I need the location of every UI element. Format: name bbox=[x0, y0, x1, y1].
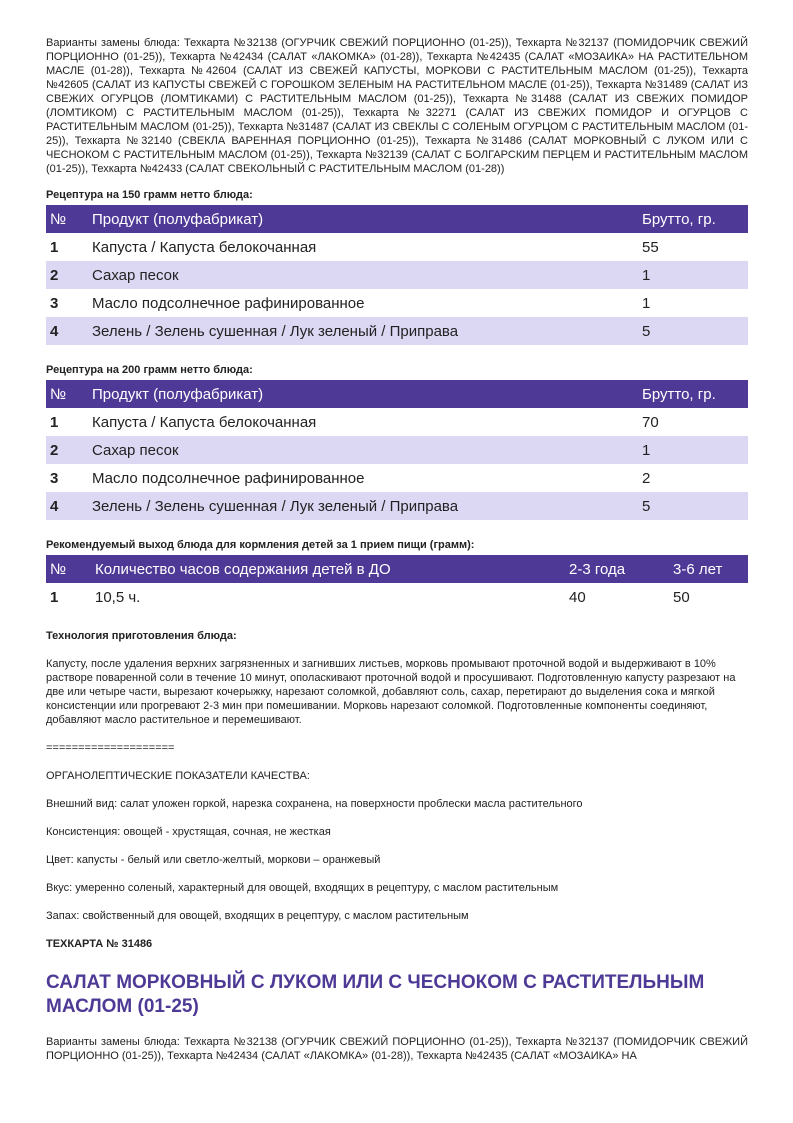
hours-value: 10,5 ч. bbox=[95, 588, 141, 606]
table-header-row bbox=[46, 380, 748, 408]
column-header-number: № bbox=[46, 380, 88, 408]
quality-color: Цвет: капусты - белый или светло-желтый, моркови – оранжевый bbox=[46, 854, 381, 866]
row-number: 3 bbox=[50, 294, 59, 312]
gross-weight: 5 bbox=[638, 317, 748, 345]
quality-title: ОРГАНОЛЕПТИЧЕСКИЕ ПОКАЗАТЕЛИ КАЧЕСТВА: bbox=[46, 770, 310, 782]
gross-weight: 70 bbox=[642, 413, 659, 431]
product-name: Масло подсолнечное рафинированное bbox=[92, 294, 365, 312]
row-number: 1 bbox=[50, 238, 59, 256]
tech-card-page bbox=[46, 36, 748, 1075]
quality-appearance: Внешний вид: салат уложен горкой, нарезка сохранена, на поверхности проблески масла растительного bbox=[46, 798, 583, 810]
column-header-hours: Количество часов содержания детей в ДО bbox=[91, 555, 565, 583]
technology-title: Технология приготовления блюда: bbox=[46, 630, 237, 642]
recipe-200-caption: Рецептура на 200 грамм нетто блюда: bbox=[46, 364, 253, 376]
column-header-age-2-3: 2-3 года bbox=[565, 555, 669, 583]
row-number: 4 bbox=[46, 317, 88, 345]
table-row bbox=[46, 289, 748, 317]
replacement-variants-next: Варианты замены блюда: Техкарта №32138 (ОГУРЧИК СВЕЖИЙ ПОРЦИОННО (01-25)), Техкарта №32137 (ПОМИДОРЧИК СВЕЖИЙ ПОРЦИОННО (01-25)), Техкарта №42434 (САЛАТ «ЛАКОМКА» (01-28)), Техкарта №42435 (САЛАТ «МОЗАИКА» НА bbox=[46, 1036, 748, 1062]
table-row bbox=[46, 464, 748, 492]
replacement-variants: Варианты замены блюда: Техкарта №32138 (ОГУРЧИК СВЕЖИЙ ПОРЦИОННО (01-25)), Техкарта №32137 (ПОМИДОРЧИК СВЕЖИЙ ПОРЦИОННО (01-25)), Техкарта №42434 (САЛАТ «ЛАКОМКА» (01-28)), Техкарта №42435 (САЛАТ «МОЗАИКА» НА РАСТИТЕЛЬНОМ МАСЛЕ (01-28)), Техкарта №42604 (САЛАТ ИЗ СВЕЖЕЙ КАПУСТЫ, МОРКОВИ С РАСТИТЕЛЬНЫМ МАСЛОМ (01-25)), Техкарта №42605 (САЛАТ ИЗ КАПУСТЫ СВЕЖЕЙ С ГОРОШКОМ ЗЕЛЕНЫМ НА РАСТИТЕЛЬНОМ МАСЛЕ (01-25)), Техкарта №31489 (САЛАТ ИЗ СВЕЖИХ ОГУРЦОВ (ЛОМТИКАМИ) С РАСТИТЕЛЬНЫМ МАСЛОМ (01-25)), Техкарта №31488 (САЛАТ ИЗ СВЕЖИХ ПОМИДОР (ЛОМТИКОМ) С РАСТИТЕЛЬНЫМ МАСЛОМ (01-25)), Техкарта №32271 (САЛАТ ИЗ СВЕЖИХ ПОМИДОР И ОГУРЦОВ С РАСТИТЕЛЬНЫМ МАСЛОМ (01-25)), Техкарта №31487 (САЛАТ ИЗ СВЕКЛЫ С СОЛЕНЫМ ОГУРЦОМ С РАСТИТЕЛЬНЫМ МАСЛОМ (01-25)), Техкарта №32140 (СВЕКЛА ВАРЕННАЯ ПОРЦИОННО (01-25)), Техкарта №31486 (САЛАТ МОРКОВНЫЙ С ЛУКОМ ИЛИ С ЧЕСНОКОМ С РАСТИТЕЛЬНЫМ МАСЛОМ (01-25)), Техкарта №32139 (САЛАТ С БОЛГАРСКИМ ПЕРЦЕМ И РАСТИТЕЛЬНЫМ МАСЛОМ (01-25)), Техкарта №42433 (САЛАТ СВЕКОЛЬНЫЙ С РАСТИТЕЛЬНЫМ МАСЛОМ (01-28)) bbox=[46, 37, 748, 175]
quality-taste: Вкус: умеренно соленый, характерный для овощей, входящих в рецептуру, с маслом растительным bbox=[46, 882, 559, 894]
row-number: 2 bbox=[46, 261, 88, 289]
row-number: 4 bbox=[46, 492, 88, 520]
separator: ==================== bbox=[46, 742, 175, 754]
quality-consistency: Консистенция: овощей - хрустящая, сочная, не жесткая bbox=[46, 826, 331, 838]
product-name: Капуста / Капуста белокочанная bbox=[92, 413, 317, 431]
column-header-gross: Брутто, гр. bbox=[638, 205, 748, 233]
table-header-row bbox=[46, 205, 748, 233]
technology-text: Капусту, после удаления верхних загрязненных и загнивших листьев, морковь промывают проточной водой и выдерживают в 10% растворе поваренной соли в течение 10 минут, ополаскивают проточной водой и просушивают. Подготовленную капусту разрезают на две или четыре части, вырезают кочерыжку, нарезают соломкой, добавляют соль, сахар, перетирают до выделения сока и мягкой консистенции или прогревают 2-3 мин при помешивании. Морковь нарезают соломкой. Подготовленные компоненты соединяют, добавляют масло растительное и перемешивают. bbox=[46, 658, 736, 726]
column-header-number: № bbox=[46, 555, 91, 583]
column-header-age-3-6: 3-6 лет bbox=[669, 555, 748, 583]
product-name: Зелень / Зелень сушенная / Лук зеленый / Приправа bbox=[88, 492, 638, 520]
gross-weight: 1 bbox=[638, 261, 748, 289]
table-row bbox=[46, 492, 748, 520]
product-name: Зелень / Зелень сушенная / Лук зеленый / Приправа bbox=[88, 317, 638, 345]
row-number: 3 bbox=[50, 469, 59, 487]
output-table bbox=[46, 555, 748, 611]
product-name: Сахар песок bbox=[88, 261, 638, 289]
table-row bbox=[46, 233, 748, 261]
gross-weight: 1 bbox=[638, 436, 748, 464]
row-number: 2 bbox=[46, 436, 88, 464]
dish-title: САЛАТ МОРКОВНЫЙ С ЛУКОМ ИЛИ С ЧЕСНОКОМ С РАСТИТЕЛЬНЫМ МАСЛОМ (01-25) bbox=[46, 972, 705, 1017]
output-caption: Рекомендуемый выход блюда для кормления детей за 1 прием пищи (грамм): bbox=[46, 539, 475, 551]
column-header-product: Продукт (полуфабрикат) bbox=[88, 380, 638, 408]
quality-smell: Запах: свойственный для овощей, входящих в рецептуру, с маслом растительным bbox=[46, 910, 469, 922]
table-row bbox=[46, 436, 748, 464]
gross-weight: 55 bbox=[642, 238, 659, 256]
row-number: 1 bbox=[50, 413, 59, 431]
output-3-6: 50 bbox=[673, 588, 690, 606]
recipe-200-table bbox=[46, 380, 748, 520]
gross-weight: 2 bbox=[642, 469, 651, 487]
product-name: Капуста / Капуста белокочанная bbox=[92, 238, 317, 256]
gross-weight: 1 bbox=[642, 294, 651, 312]
output-2-3: 40 bbox=[569, 588, 586, 606]
table-header-row bbox=[46, 555, 748, 583]
column-header-product: Продукт (полуфабрикат) bbox=[88, 205, 638, 233]
table-row bbox=[46, 317, 748, 345]
product-name: Масло подсолнечное рафинированное bbox=[92, 469, 365, 487]
recipe-150-table bbox=[46, 205, 748, 345]
product-name: Сахар песок bbox=[88, 436, 638, 464]
tech-card-number: ТЕХКАРТА № 31486 bbox=[46, 938, 153, 950]
column-header-number: № bbox=[46, 205, 88, 233]
row-number: 1 bbox=[50, 588, 59, 606]
table-row bbox=[46, 583, 748, 611]
gross-weight: 5 bbox=[638, 492, 748, 520]
table-row bbox=[46, 261, 748, 289]
recipe-150-caption: Рецептура на 150 грамм нетто блюда: bbox=[46, 189, 253, 201]
column-header-gross: Брутто, гр. bbox=[638, 380, 748, 408]
table-row bbox=[46, 408, 748, 436]
